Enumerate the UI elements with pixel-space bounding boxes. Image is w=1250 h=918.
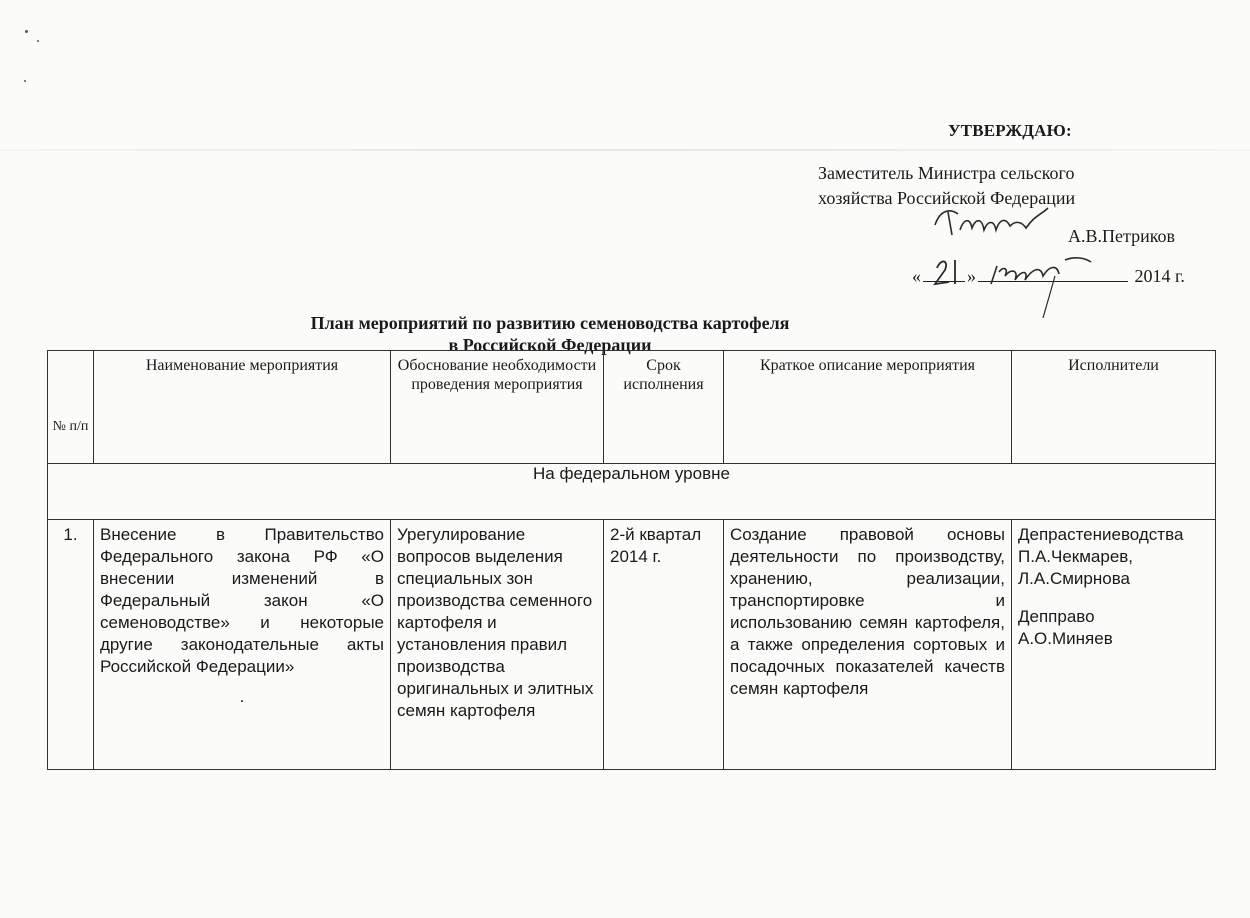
plan-table xyxy=(47,350,1216,770)
header-justification: Обоснование необходимости проведения мероприятия xyxy=(391,351,604,464)
header-deadline: Срок исполнения xyxy=(604,351,724,464)
header-description: Краткое описание мероприятия xyxy=(724,351,1012,464)
table-header-row xyxy=(48,351,1216,464)
document-title-line1: План мероприятий по развитию семеноводства картофеля xyxy=(310,313,790,333)
date-year: 2014 г. xyxy=(1134,266,1185,286)
scan-speck xyxy=(24,80,26,82)
executor-block xyxy=(1018,606,1209,650)
row-name: Внесение в Правительство Федерального закона РФ «О внесении изменений в Федеральный закон «О семеноводстве» и некоторые другие законодательные акты Российской Федерации» . xyxy=(94,520,391,770)
row-executors xyxy=(1012,520,1216,770)
row-deadline: 2-й квартал 2014 г. xyxy=(604,520,724,770)
row-name-trailing-dot: . xyxy=(239,687,245,706)
approval-heading: УТВЕРЖДАЮ: xyxy=(948,121,1072,140)
row-justification: Урегулирование вопросов выделения специальных зон производства семенного картофеля и установления правил производства оригинальных и элитных семян картофеля xyxy=(391,520,604,770)
section-label: На федеральном уровне xyxy=(48,464,1216,520)
header-name: Наименование мероприятия xyxy=(94,351,391,464)
row-num: 1. xyxy=(48,520,94,770)
approval-position-line1: Заместитель Министра сельского xyxy=(818,163,1075,183)
document-title-line2: в Российской Федерации xyxy=(448,335,652,355)
row-description: Создание правовой основы деятельности по производству, хранению, реализации, транспортировке и использованию семян картофеля, а также определения сортовых и посадочных показателей качеств семян картофеля xyxy=(724,520,1012,770)
executor-block xyxy=(1018,524,1209,590)
table-row xyxy=(48,520,1216,770)
header-executors: Исполнители xyxy=(1012,351,1216,464)
executor-dept: Депправо xyxy=(1018,607,1095,626)
date-open-quote: « xyxy=(912,266,921,286)
executor-dept: Депрастениеводства xyxy=(1018,525,1184,544)
executor-person: А.О.Миняев xyxy=(1018,629,1113,648)
handwritten-date-image xyxy=(925,240,1125,320)
approver-name: А.В.Петриков xyxy=(1068,226,1176,246)
section-row xyxy=(48,464,1216,520)
approval-position-line2: хозяйства Российской Федерации xyxy=(818,188,1076,208)
scan-speck xyxy=(37,40,39,42)
scan-speck xyxy=(25,30,28,33)
date-close-quote: » xyxy=(967,266,976,286)
signature-image xyxy=(930,200,1070,240)
scan-artifact-line xyxy=(0,149,1250,151)
executor-person: П.А.Чекмарев, Л.А.Смирнова xyxy=(1018,547,1134,588)
header-num: № п/п xyxy=(48,351,94,464)
